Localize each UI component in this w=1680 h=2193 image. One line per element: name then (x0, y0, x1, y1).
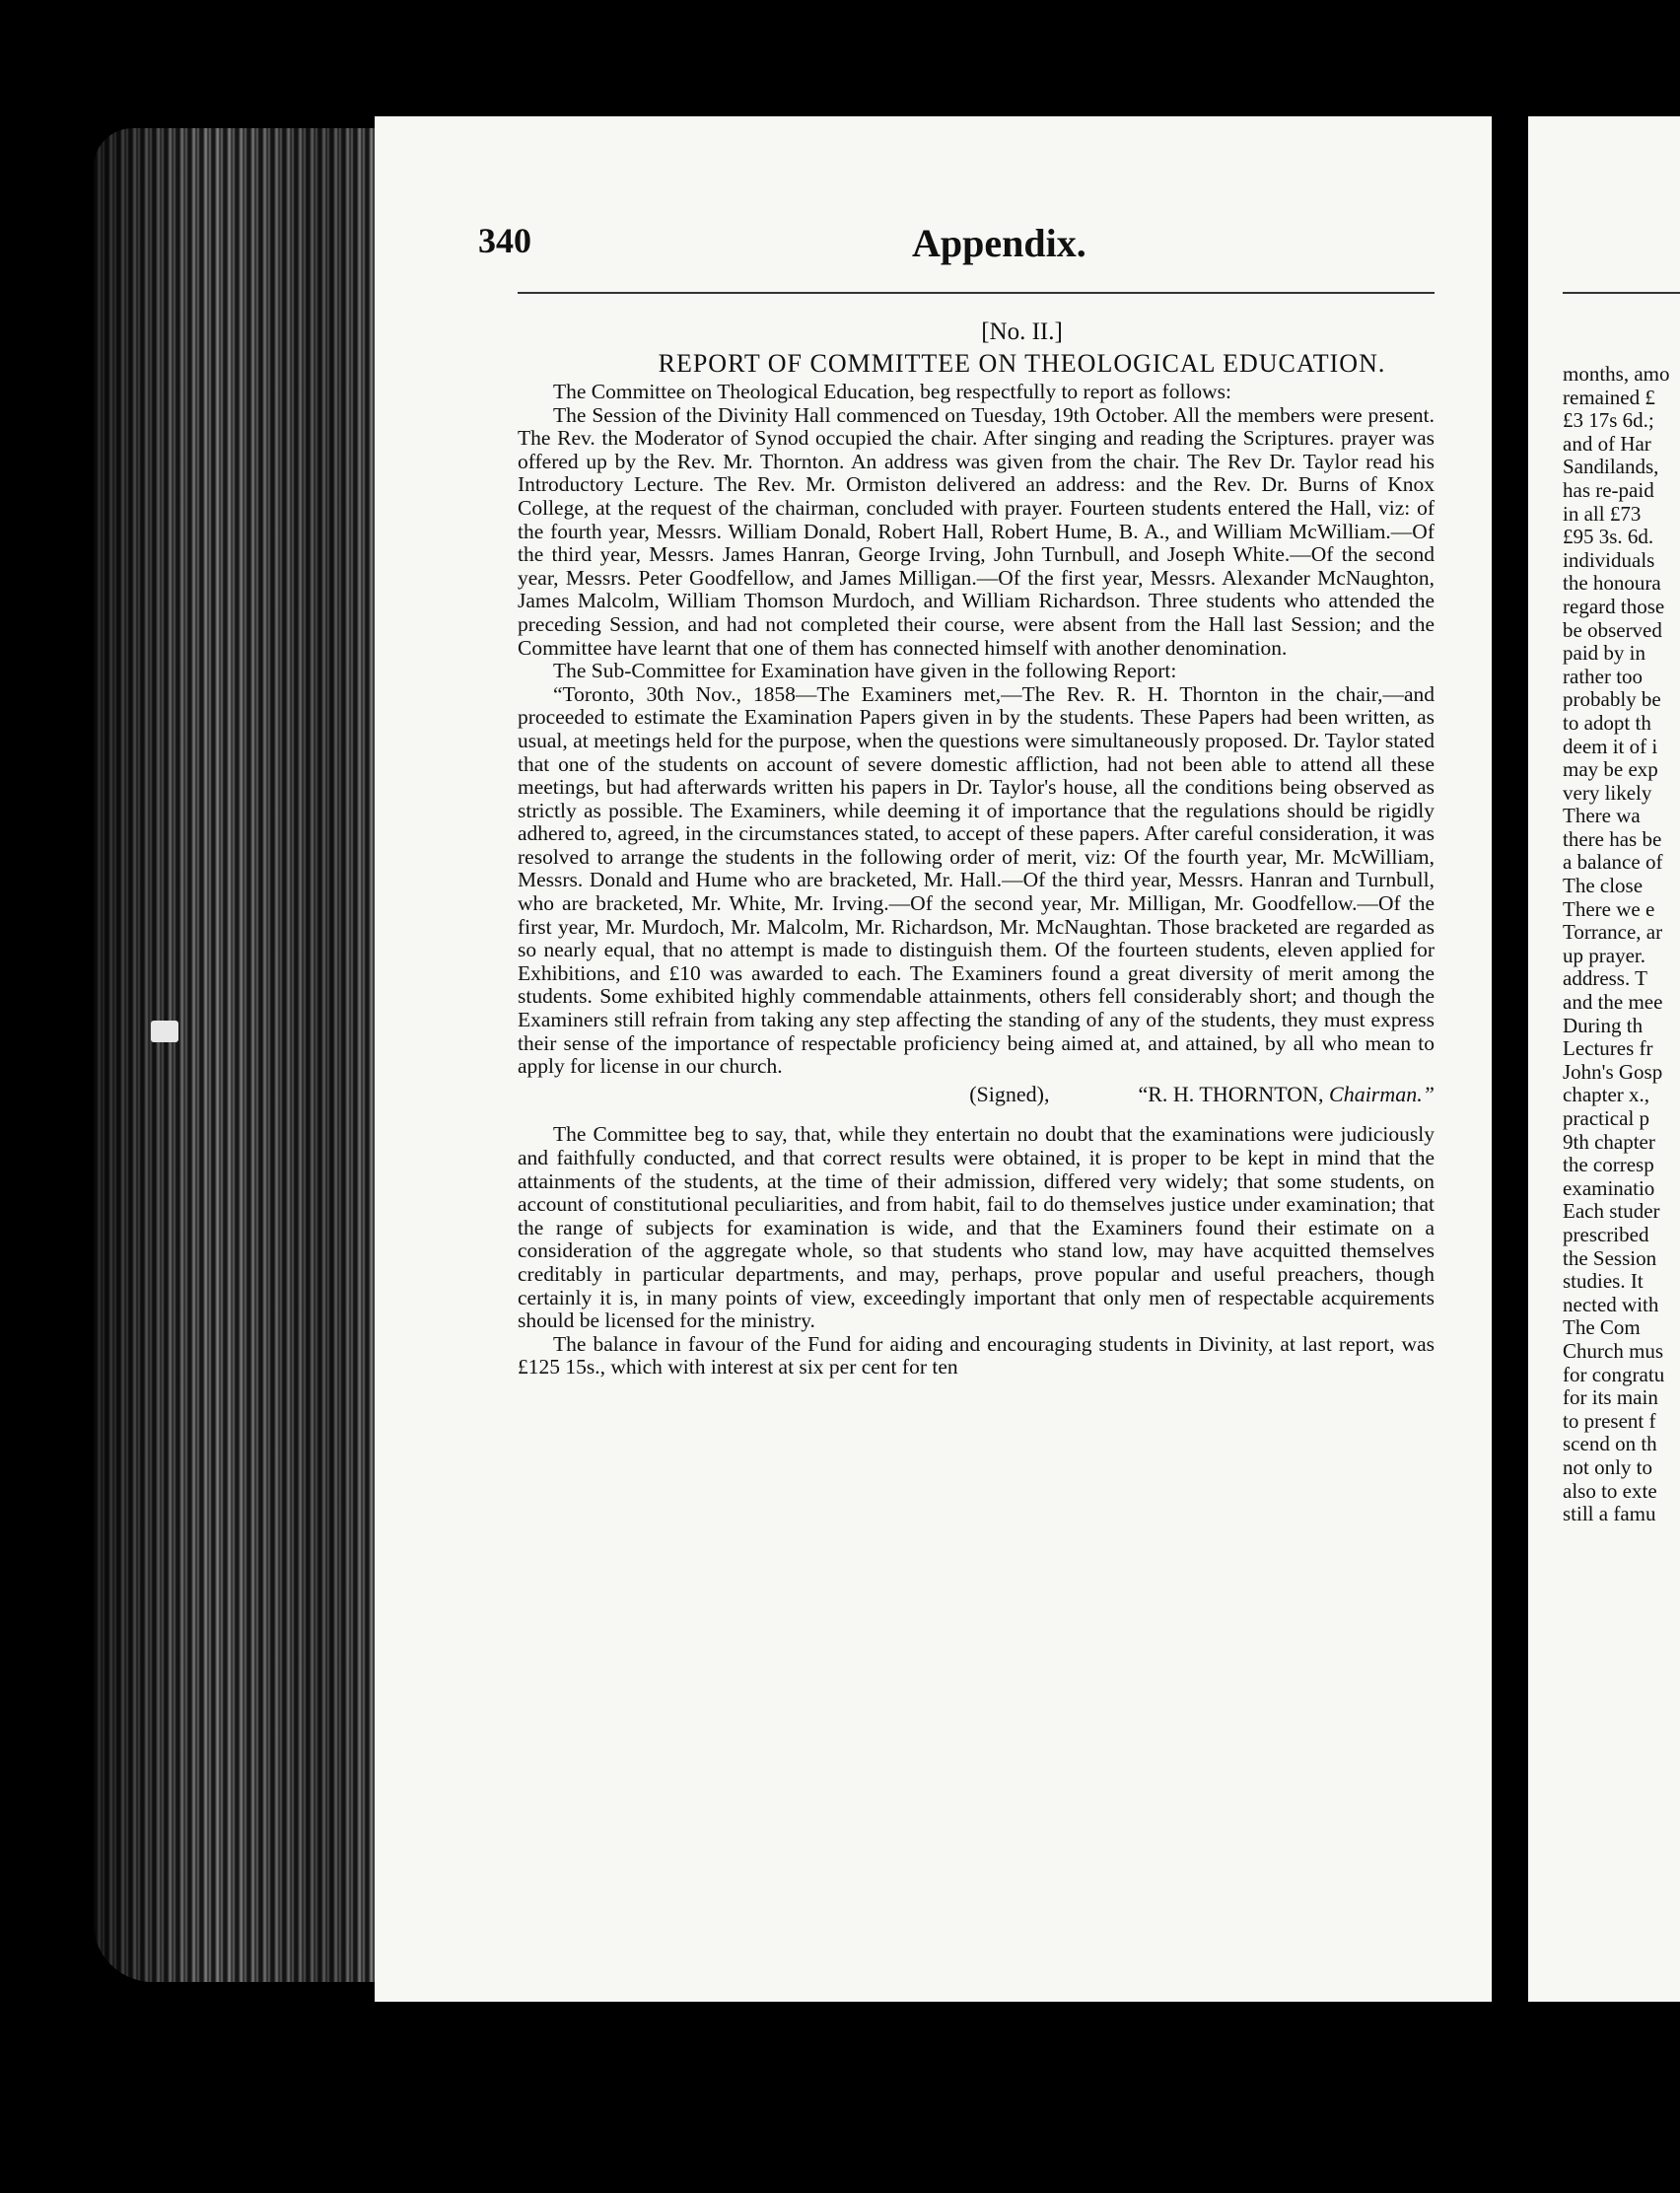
adjacent-line: the Session (1563, 1245, 1657, 1270)
adjacent-line: paid by in (1563, 641, 1645, 666)
adjacent-line: scend on th (1563, 1432, 1657, 1456)
adjacent-line: also to exte (1563, 1478, 1657, 1503)
adjacent-page (1528, 116, 1680, 2002)
adjacent-line: individuals (1563, 547, 1655, 572)
adjacent-line: The Com (1563, 1315, 1641, 1340)
paragraph: The Sub-Committee for Examination have given in the following Report: (553, 659, 1177, 683)
adjacent-line: the corresp (1563, 1153, 1654, 1177)
adjacent-line: Church mus (1563, 1338, 1664, 1363)
adjacent-line: and the mee (1563, 990, 1663, 1015)
adjacent-line: remained £ (1563, 385, 1655, 409)
adjacent-line: £3 17s 6d.; (1563, 408, 1654, 433)
adjacent-line: deem it of i (1563, 734, 1658, 758)
adjacent-line: 9th chapter (1563, 1129, 1655, 1154)
signed-label: (Signed), (969, 1081, 1050, 1106)
adjacent-line: nected with (1563, 1292, 1659, 1316)
paragraph: “Toronto, 30th Nov., 1858—The Examiners met,—The Rev. R. H. Thornton in the chair,—and proceeded to estimate the Examination Papers given in by the students. These Papers had been written, as usual, at meetings held for the purpose, when the questions were simultaneously proposed. Dr. Taylor stated that one of the students on account of severe domestic affliction, had not been able to attend all these meetings, but had afterwards written his papers in Dr. Taylor's house, all the conditions being observed as strictly as possible. The Examiners, while deeming it of importance that the regulations should be rigidly adhered to, agreed, in the circumstances stated, to accept of these papers. After careful consideration, it was resolved to arrange the students in the following order of merit, viz: Of the fourth year, Mr. McWilliam, Messrs. Donald and Hume who are bracketed, Mr. Hall.—Of the third year, Messrs. Hanran and Turnbull, who are bracketed, Mr. White, Mr. Irving.—Of the second year, Mr. Milligan, Mr. Goodfellow.—Of the first year, Mr. Murdoch, Mr. Malcolm, Mr. Richardson, Mr. McNaughtan. Those bracketed are regarded as so nearly equal, that no attempt is made to distinguish them. Of the fourteen students, eleven applied for Exhibitions, and £10 was awarded to each. The Examiners found a great diversity of merit among the students. Some exhibited highly commendable attainments, others fell considerably short; and though the Examiners still refrain from taking any step affecting the standing of any of the students, they must express their sense of the importance of respectable proficiency being aimed at, and attained, by all who mean to apply for license in our church. (518, 681, 1435, 1079)
paragraph: The Committee on Theological Education, beg respectfully to report as follows: (553, 380, 1232, 403)
adjacent-line: There we e (1563, 896, 1655, 921)
book-page (375, 116, 1492, 2002)
adjacent-line: very likely (1563, 780, 1652, 805)
adjacent-line: prescribed (1563, 1222, 1649, 1246)
paragraph: The balance in favour of the Fund for aiding and encouraging students in Divinity, at last report, was £125 15s., which with interest at six per cent for ten (518, 1331, 1435, 1379)
adjacent-line: Torrance, ar (1563, 920, 1663, 945)
adjacent-line: examinatio (1563, 1175, 1655, 1200)
adjacent-line: regard those (1563, 594, 1665, 618)
adjacent-line: There wa (1563, 804, 1641, 828)
adjacent-line: The close (1563, 874, 1644, 898)
adjacent-line: months, amo (1563, 362, 1670, 386)
adjacent-line: a balance of (1563, 850, 1663, 875)
adjacent-line: rather too (1563, 664, 1644, 688)
adjacent-line: the honoura (1563, 571, 1661, 596)
adjacent-line: John's Gosp (1563, 1059, 1663, 1084)
page-tab-marker (151, 1021, 178, 1042)
report-body (518, 381, 1435, 1379)
adjacent-line: up prayer. (1563, 943, 1645, 967)
adjacent-line: and of Har (1563, 431, 1651, 456)
report-title: REPORT OF COMMITTEE ON THEOLOGICAL EDUCATION. (658, 349, 1386, 378)
signature-line (518, 1083, 1435, 1106)
adjacent-line: address. T (1563, 966, 1647, 991)
adjacent-line: Sandilands, (1563, 455, 1659, 479)
adjacent-line: During th (1563, 1013, 1644, 1037)
signatory-name: “R. H. THORNTON, (1138, 1081, 1324, 1106)
adjacent-header-rule (1563, 292, 1680, 294)
adjacent-line: there has be (1563, 826, 1662, 851)
adjacent-line: Lectures fr (1563, 1036, 1653, 1061)
page-number: 340 (478, 221, 531, 260)
adjacent-line: has re-paid (1563, 477, 1654, 502)
adjacent-line: still a famu (1563, 1502, 1656, 1526)
adjacent-line: to present f (1563, 1408, 1656, 1433)
signatory-role: Chairman.” (1329, 1081, 1435, 1106)
spine-shadow (94, 128, 389, 1982)
document-number: [No. II.] (981, 318, 1063, 345)
running-head: Appendix. (912, 221, 1086, 265)
adjacent-line: to adopt th (1563, 710, 1651, 735)
adjacent-line: probably be (1563, 687, 1661, 712)
adjacent-line: for congratu (1563, 1362, 1665, 1386)
header-rule (518, 292, 1435, 294)
adjacent-line: studies. It (1563, 1269, 1644, 1294)
adjacent-line: Each studer (1563, 1199, 1660, 1224)
adjacent-line: in all £73 (1563, 501, 1642, 526)
adjacent-line: may be exp (1563, 757, 1658, 782)
adjacent-line: £95 3s. 6d. (1563, 525, 1654, 549)
adjacent-line: practical p (1563, 1106, 1650, 1130)
adjacent-line: chapter x., (1563, 1083, 1650, 1107)
adjacent-page-text (1563, 363, 1680, 1526)
paragraph: The Committee beg to say, that, while they entertain no doubt that the examinations were judiciously and faithfully conducted, and that correct results were obtained, it is proper to be kept in mind that the attainments of the students, at the time of their admission, differed very widely; that some students, on account of constitutional peculiarities, and from habit, fail to do themselves justice under examination; that the range of subjects for examination is wide, and that the Examiners found their estimate on a consideration of the aggregate whole, so that students who stand low, may have acquitted themselves creditably in particular departments, and may, perhaps, prove popular and useful preachers, though certainly it is, in many points of view, exceedingly important that only men of respectable acquirements should be licensed for the ministry. (518, 1122, 1435, 1333)
adjacent-line: be observed (1563, 617, 1662, 642)
adjacent-line: not only to (1563, 1454, 1653, 1479)
adjacent-line: for its main (1563, 1385, 1658, 1410)
paragraph: The Session of the Divinity Hall commenced on Tuesday, 19th October. All the members were present. The Rev. the Moderator of Synod occupied the chair. After singing and reading the Scriptures. prayer was offered up by the Rev. Mr. Thornton. An address was given from the chair. The Rev Dr. Taylor read his Introductory Lecture. The Rev. Mr. Ormiston delivered an address: and the Rev. Dr. Burns of Knox College, at the request of the chairman, concluded with prayer. Fourteen students entered the Hall, viz: of the fourth year, Messrs. William Donald, Robert Hall, Robert Hume, B. A., and William McWilliam.—Of the third year, Messrs. James Hanran, George Irving, John Turnbull, and Joseph White.—Of the second year, Messrs. Peter Goodfellow, and James Milligan.—Of the first year, Messrs. Alexander McNaughton, James Malcolm, William Thomson Murdoch, and William Richardson. Three students who attended the preceding Session, and had not completed their course, were absent from the Hall last Session; and the Committee have learnt that one of them has connected himself with another denomination. (518, 402, 1435, 660)
